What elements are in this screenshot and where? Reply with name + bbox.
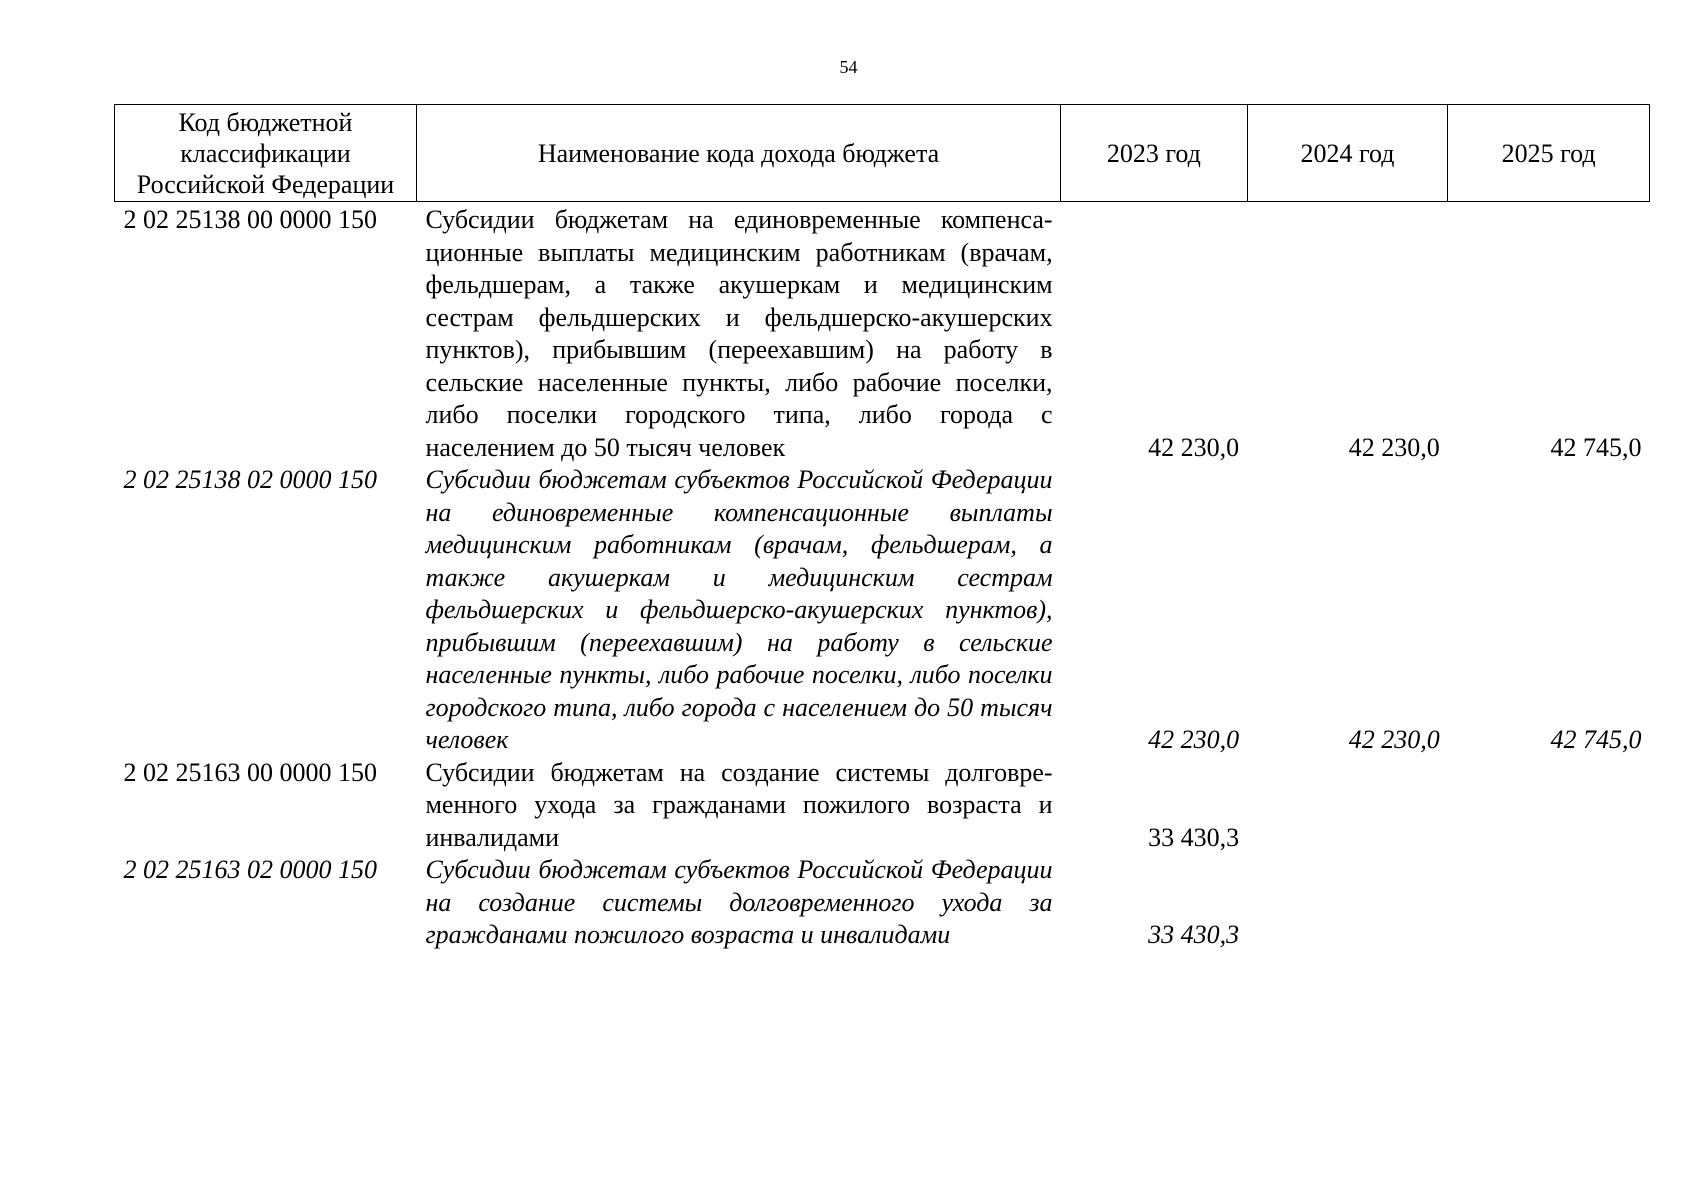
header-year-2025: 2025 год	[1448, 105, 1650, 202]
row-value-2024: 42 230,0	[1348, 432, 1440, 462]
row-value-2025: 42 745,0	[1550, 432, 1642, 462]
page-number: 54	[839, 57, 858, 77]
table-row	[115, 464, 1650, 757]
row-value-2024	[1247, 854, 1448, 952]
table-row	[115, 202, 1650, 465]
table-row	[115, 757, 1650, 855]
row-value-2023: 33 430,3	[1148, 822, 1240, 852]
budget-income-table	[114, 104, 1650, 952]
header-year-2024: 2024 год	[1247, 105, 1448, 202]
row-value-2023: 42 230,0	[1148, 725, 1240, 754]
row-value-2025: 42 745,0	[1550, 725, 1642, 754]
row-name: Субсидии бюджетам субъектов Российской Федерации на создание системы долговременного ухода за гражданами пожилого возраста и инвалидами	[425, 855, 1053, 949]
header-name: Наименование кода дохода бюджета	[416, 105, 1060, 202]
row-value-2023: 42 230,0	[1148, 432, 1240, 462]
header-year-2023: 2023 год	[1061, 105, 1248, 202]
row-value-2024: 42 230,0	[1348, 725, 1440, 754]
row-code: 2 02 25163 00 0000 150	[123, 757, 377, 787]
row-code: 2 02 25163 02 0000 150	[123, 855, 377, 884]
row-name: Субсидии бюджетам на создание системы долговременного ухода за гражданами пожилого возраста и инвалидами	[425, 757, 1053, 852]
row-name: Субсидии бюджетам субъектов Российской Федерации на единовременные компенсационные выплаты медицинским работникам (врачам, фельдшерам, а также акушеркам и медицинским сестрам фельдшерских и фельдшерско-акушерских пунктов), прибывшим (переехавшим) на работу в сельские населенные пункты, либо рабочие поселки, либо поселки городского типа, либо города с населением до 50 тысяч человек	[425, 465, 1053, 754]
row-value-2023: 33 430,3	[1148, 920, 1240, 949]
row-value-2024	[1247, 757, 1448, 855]
row-code: 2 02 25138 00 0000 150	[123, 205, 377, 234]
row-value-2025	[1448, 757, 1650, 855]
table-row	[115, 854, 1650, 952]
header-code: Код бюджетной классификации Российской Федерации	[115, 105, 417, 202]
table-header-row	[115, 105, 1650, 202]
row-value-2025	[1448, 854, 1650, 952]
row-name: Субсидии бюджетам на единовременные компенсационные выплаты медицинским работникам (врачам, фельдшерам, а также акушеркам и медицинским сестрам фельдшерских и фельдшерско-акушерских пунктов), прибывшим (переехавшим) на работу в сельские населенные пункты, либо рабочие поселки, либо поселки городского типа, либо города с населением до 50 тысяч человек	[425, 205, 1053, 462]
row-code: 2 02 25138 02 0000 150	[123, 465, 377, 494]
